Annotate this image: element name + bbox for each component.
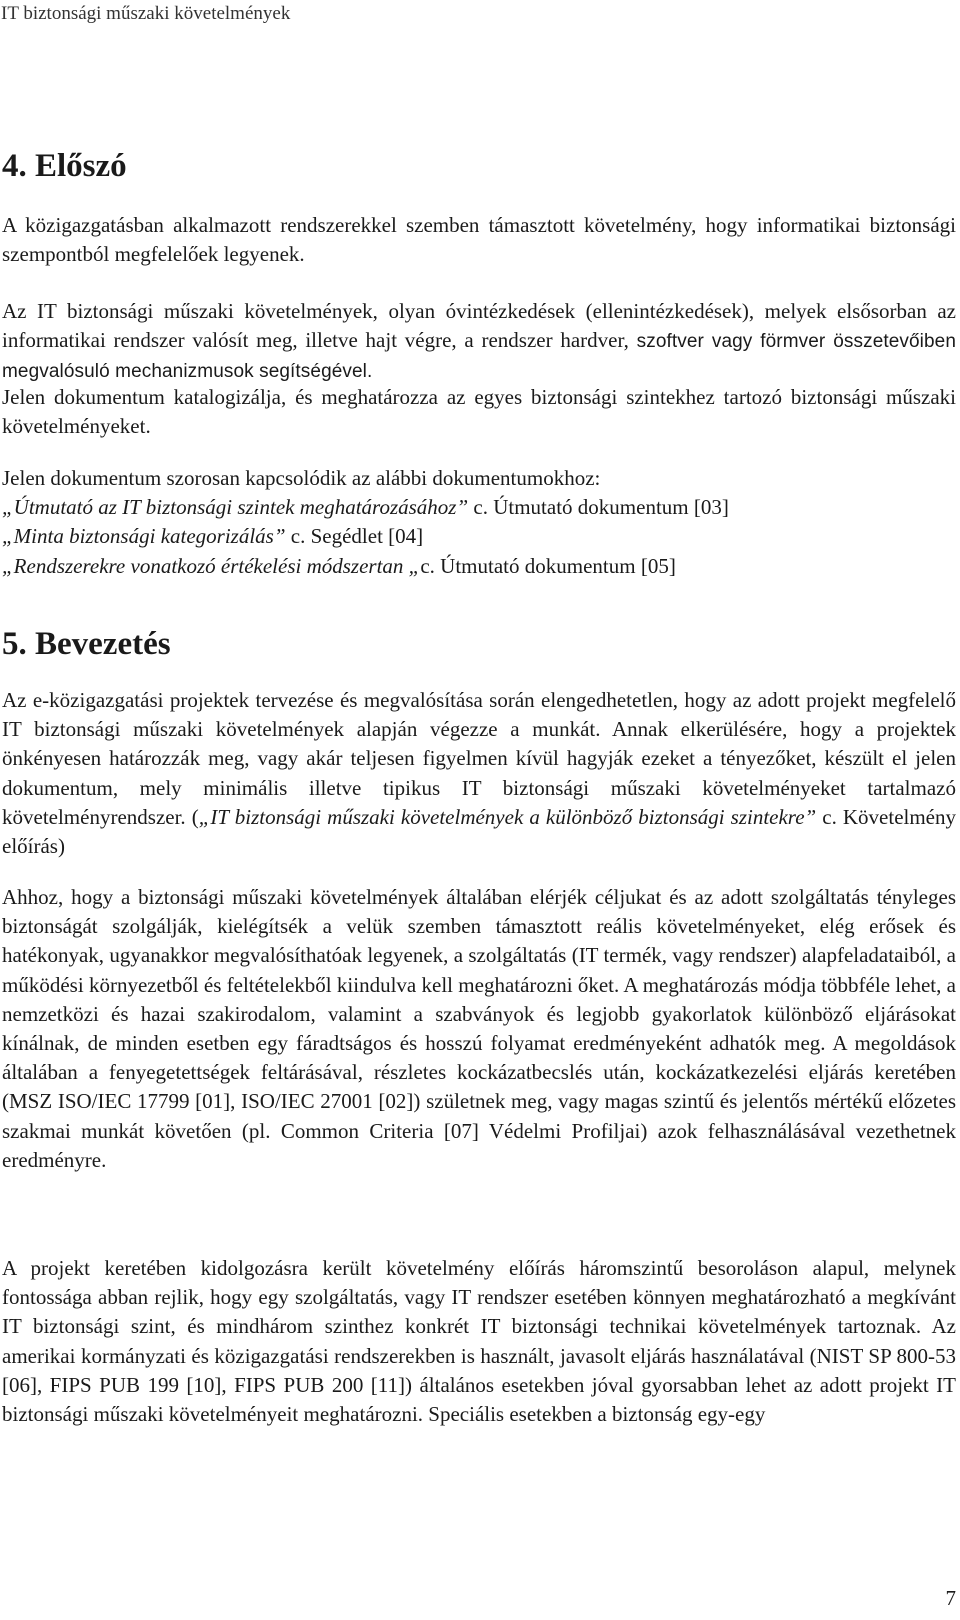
section-4-paragraph-2: [2, 297, 956, 387]
section-4-paragraph-3: Jelen dokumentum katalogizálja, és meghatározza az egyes biztonsági szintekhez tartozó biztonsági műszaki követelményeket.: [2, 385, 956, 439]
section-4-paragraph-1: A közigazgatásban alkalmazott rendszerekkel szemben támasztott követelmény, hogy informatikai biztonsági szempontból megfelelőek legyenek.: [2, 213, 956, 267]
related-document-title: „Rendszerekre vonatkozó értékelési módszertan „: [2, 553, 421, 578]
section-5-paragraph-1-tail: c. Követelmény előírás): [2, 804, 957, 859]
section-5-paragraph-3: A projekt keretében kidolgozásra került követelmény előírás háromszintű besoroláson alapul, melynek fontossága abban rejlik, hogy egy szolgáltatás, vagy IT rendszer esetében könnyen meghatározható a megkívánt IT biztonsági szint, és mindhárom szinthez konkrét IT biztonsági technikai követelmények tartoznak. Az amerikai kormányzati és közigazgatási rendszerekben is használt, javasolt eljárás használatával (NIST SP 800-53 [06], FIPS PUB 199 [10], FIPS PUB 200 [11]) általános esetekben jóval gyorsabban lehet az adott projekt IT biztonsági műszaki követelményeit meghatározni. Speciális esetekben a biztonság egy-egy: [2, 1256, 956, 1427]
section-4-paragraph-2-text: Az IT biztonsági műszaki követelmények, olyan óvintézkedések (ellenintézkedések), melyek elsősorban az informatikai rendszer valósít meg, illetve hajt végre, a rendszer hardver,: [2, 299, 956, 353]
related-document-item: [2, 493, 956, 522]
section-4-paragraph-2-sans-text: szoftver vagy förmver összetevőiben megvalósuló mechanizmusok segítségével.: [2, 331, 957, 383]
section-4-related-documents: [2, 464, 956, 581]
related-document-suffix: c. Útmutató dokumentum [03]: [468, 495, 729, 520]
related-document-item: [2, 552, 956, 581]
related-document-suffix: c. Útmutató dokumentum [05]: [420, 553, 676, 578]
section-5-paragraph-1-text: Az e-közigazgatási projektek tervezése és megvalósítása során elengedhetetlen, hogy az adott projekt megfelelő IT biztonsági műszaki követelmények alapján végezze a munkát. Annak elkerülésére, hogy a projektek önkényesen határozzák meg, vagy akár teljesen figyelmen kívül hagyják ezeket a tényezőket, készült el jelen dokumentum, mely minimális illetve tipikus IT biztonsági műszaki követelményeket tartalmazó követelményrendszer. (: [2, 688, 956, 829]
page-number: 7: [945, 1586, 956, 1610]
related-document-item: [2, 522, 956, 551]
running-header: IT biztonsági műszaki követelmények: [1, 3, 291, 24]
related-document-title: „Útmutató az IT biztonsági szintek meghatározásához”: [2, 495, 469, 520]
section-5-paragraph-2: Ahhoz, hogy a biztonsági műszaki követelmények általában elérjék céljukat és az adott szolgáltatás tényleges biztonságát szolgálják, kielégítsék a velük szemben támasztott reális követelményeket, elég erősek és hatékonyak, ugyanakkor megvalósíthatóak legyenek, a szolgáltatás (IT termék, vagy rendszer) alapfeladataiból, a működési környezetből és feltételekből kiindulva kell meghatározni őket. A meghatározás módja többféle lehet, a nemzetközi és hazai szakirodalom, valamint a szabványok és legjobb gyakorlatok különböző eljárásokat kínálnak, de minden esetben egy fáradtságos és hosszú folyamat eredményeként adhatók meg. A megoldások általában a fenyegetettségek feltárásával, részletes kockázatbecslés után, kockázatkezelési eljárás keretében (MSZ ISO/IEC 17799 [01], ISO/IEC 27001 [02]) születnek meg, vagy magas szintű és jelentős mértékű előzetes szakmai munkát követően (pl. Common Criteria [07] Védelmi Profiljai) azok felhasználásával vezethetnek eredményre.: [2, 885, 956, 1172]
related-document-suffix: c. Segédlet [04]: [285, 524, 424, 549]
section-5-paragraph-1-cited-title: „IT biztonsági műszaki követelmények a különböző biztonsági szintekre”: [198, 804, 817, 829]
related-documents-intro: Jelen dokumentum szorosan kapcsolódik az alábbi dokumentumokhoz:: [2, 466, 601, 490]
section-5-paragraph-1: [2, 686, 956, 861]
section-5-heading: 5. Bevezetés: [2, 626, 171, 662]
section-4-heading: 4. Előszó: [2, 148, 127, 184]
related-document-title: „Minta biztonsági kategorizálás”: [2, 524, 286, 549]
